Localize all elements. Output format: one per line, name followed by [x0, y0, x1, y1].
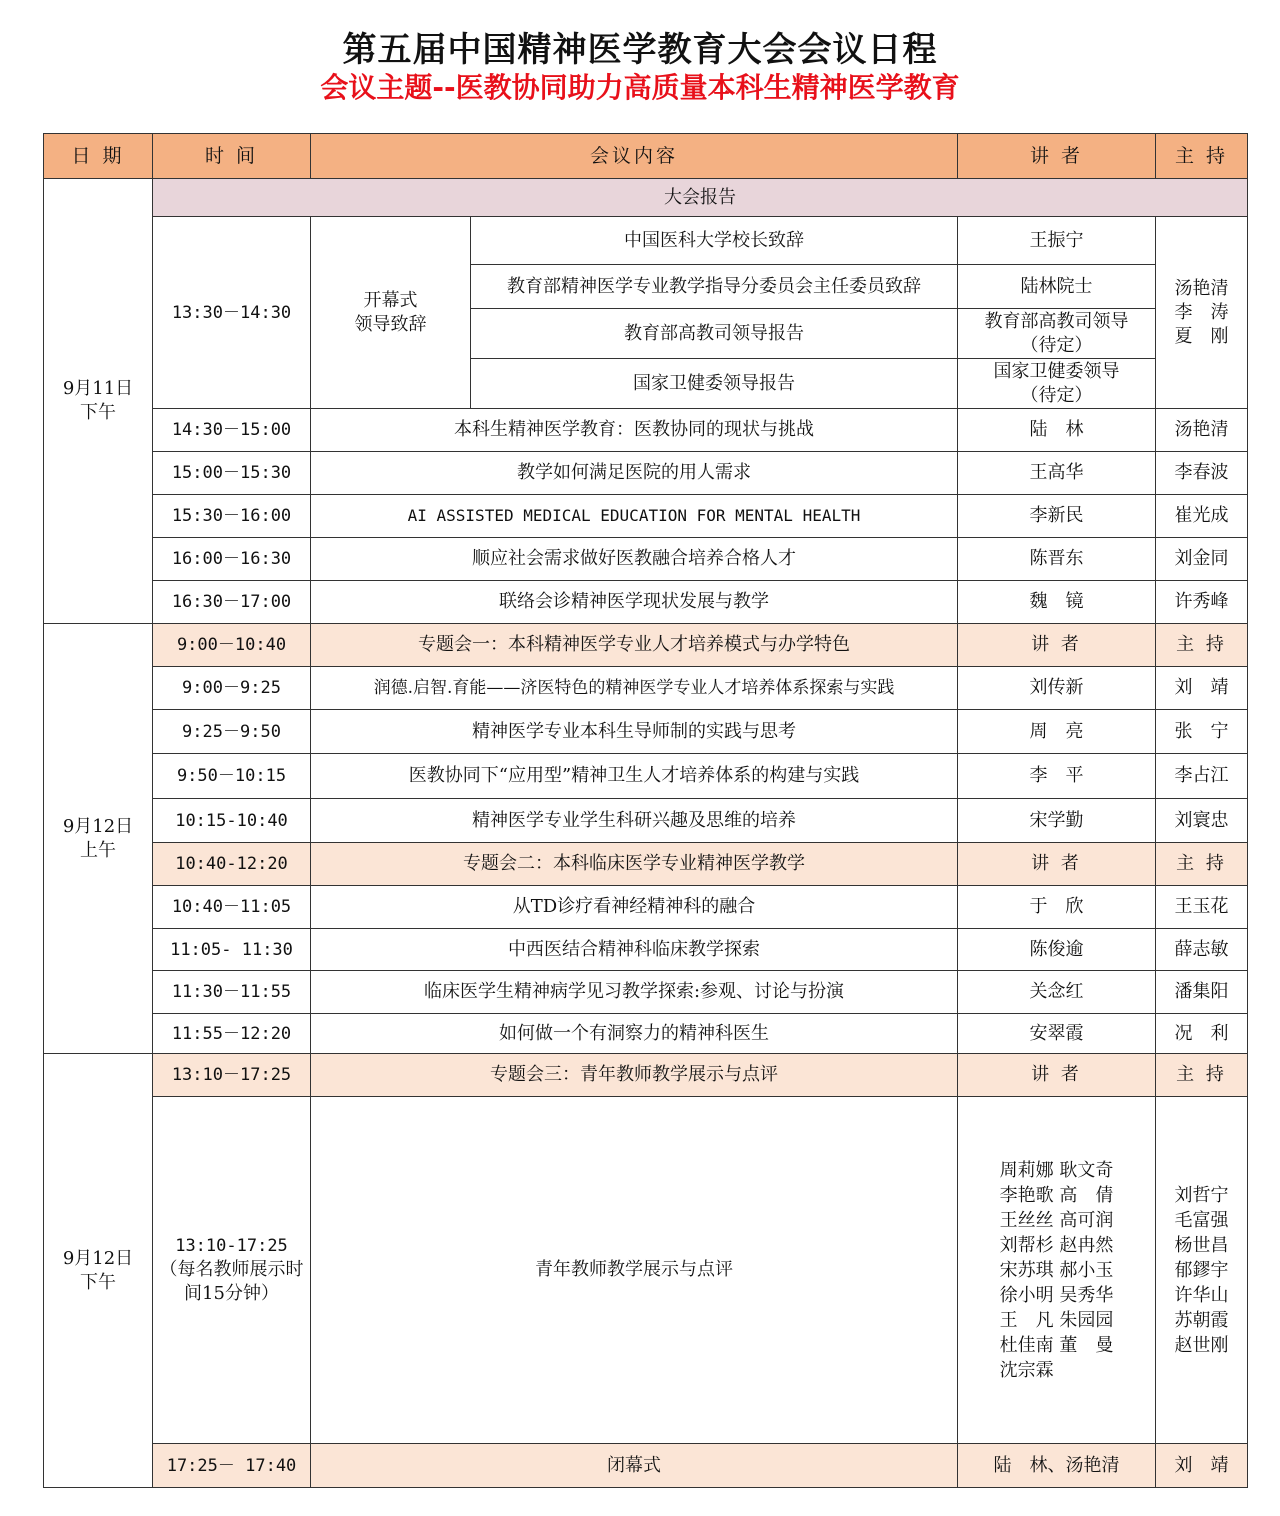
content-cell: 精神医学专业学生科研兴趣及思维的培养	[311, 799, 958, 843]
speaker-list-cell	[958, 1097, 1156, 1444]
speaker-list	[1000, 1158, 1114, 1383]
table-row	[44, 538, 1248, 581]
speaker-pair: 沈宗霖	[999, 1359, 1054, 1381]
date-cell-day2	[44, 624, 153, 1054]
host-cell: 潘集阳	[1156, 971, 1248, 1014]
band-row	[44, 179, 1248, 217]
header-host: 主 持	[1156, 134, 1248, 179]
session-host-header: 主 持	[1156, 624, 1248, 667]
time-cell: 9:00－9:25	[153, 667, 311, 710]
speaker-pair: 徐小明 吴秀华	[999, 1284, 1114, 1306]
speaker-line: （待定）	[1020, 384, 1093, 406]
host-cell: 刘寰忠	[1156, 799, 1248, 843]
host-cell: 李占江	[1156, 754, 1248, 799]
content-cell: 教育部精神医学专业教学指导分委员会主任委员致辞	[471, 265, 958, 309]
speaker-pair: 王 凡 朱园园	[999, 1309, 1114, 1331]
speaker-pair: 刘帮杉 赵冉然	[999, 1234, 1114, 1256]
time-cell: 13:10－17:25	[153, 1054, 311, 1097]
host-name: 李 涛	[1174, 301, 1229, 323]
speaker-cell: 李 平	[958, 754, 1156, 799]
host-list-cell	[1156, 1097, 1248, 1444]
host-name: 刘哲宁	[1174, 1184, 1229, 1206]
time-cell: 16:00－16:30	[153, 538, 311, 581]
time-cell: 9:00－10:40	[153, 624, 311, 667]
speaker-cell: 陆林院士	[958, 265, 1156, 309]
session-title: 专题会三：青年教师教学展示与点评	[311, 1054, 958, 1097]
content-cell: 国家卫健委领导报告	[471, 359, 958, 409]
closing-row	[44, 1444, 1248, 1488]
opening-sublabel: 领导致辞	[354, 313, 427, 335]
speaker-pair: 周莉娜 耿文奇	[999, 1159, 1114, 1181]
content-cell: 教学如何满足医院的用人需求	[311, 452, 958, 495]
time-cell: 14:30－15:00	[153, 409, 311, 452]
time-cell: 15:00－15:30	[153, 452, 311, 495]
table-row	[44, 217, 1248, 265]
content-cell: 医教协同下“应用型”精神卫生人才培养体系的构建与实践	[311, 754, 958, 799]
page-subtitle: 会议主题--医教协同助力高质量本科生精神医学教育	[320, 71, 960, 104]
table-row	[44, 754, 1248, 799]
time-cell: 10:40－11:05	[153, 886, 311, 929]
table-row	[44, 710, 1248, 754]
content-cell: 青年教师教学展示与点评	[311, 1097, 958, 1444]
speaker-cell: 李新民	[958, 495, 1156, 538]
time-cell	[153, 1097, 311, 1444]
host-cell: 刘 靖	[1156, 667, 1248, 710]
host-cell: 王玉花	[1156, 886, 1248, 929]
schedule-table	[43, 133, 1248, 1488]
header-time: 时 间	[153, 134, 311, 179]
speaker-pair: 李艳歌 高 倩	[999, 1184, 1114, 1206]
time-cell: 15:30－16:00	[153, 495, 311, 538]
host-cell: 刘 靖	[1156, 1444, 1248, 1488]
host-name: 汤艳清	[1174, 277, 1229, 299]
speaker-pair: 王丝丝 高可润	[999, 1209, 1114, 1231]
content-cell: 本科生精神医学教育：医教协同的现状与挑战	[311, 409, 958, 452]
speaker-line: （待定）	[1020, 334, 1093, 356]
host-name: 夏 刚	[1174, 325, 1229, 347]
host-name: 许华山	[1174, 1284, 1229, 1306]
period-label: 上午	[80, 839, 116, 861]
host-name: 郁鏐宇	[1174, 1259, 1229, 1281]
session-header-row	[44, 1054, 1248, 1097]
speaker-cell: 陆 林、汤艳清	[958, 1444, 1156, 1488]
content-cell: 闭幕式	[311, 1444, 958, 1488]
date-label: 9月12日	[62, 1247, 134, 1269]
opening-label: 开幕式	[363, 289, 418, 311]
period-label: 下午	[80, 1271, 116, 1293]
content-cell: 中西医结合精神科临床教学探索	[311, 929, 958, 971]
session-speaker-header: 讲 者	[958, 624, 1156, 667]
header-date: 日 期	[44, 134, 153, 179]
table-row	[44, 1014, 1248, 1054]
speaker-cell	[958, 359, 1156, 409]
session-speaker-header: 讲 者	[958, 1054, 1156, 1097]
content-cell: 润德.启智.育能——济医特色的精神医学专业人才培养体系探索与实践	[311, 667, 958, 710]
host-cell: 薛志敏	[1156, 929, 1248, 971]
speaker-pair: 宋苏琪 郝小玉	[999, 1259, 1114, 1281]
session-host-header: 主 持	[1156, 1054, 1248, 1097]
header-row	[44, 134, 1248, 179]
speaker-cell: 王高华	[958, 452, 1156, 495]
header-content: 会议内容	[311, 134, 958, 179]
table-row	[44, 581, 1248, 624]
host-name: 苏朝霞	[1174, 1309, 1229, 1331]
host-cell: 许秀峰	[1156, 581, 1248, 624]
speaker-cell: 周 亮	[958, 710, 1156, 754]
speaker-cell: 于 欣	[958, 886, 1156, 929]
session-header-row	[44, 843, 1248, 886]
speaker-cell	[958, 309, 1156, 359]
date-label: 9月12日	[62, 815, 134, 837]
time-cell: 11:30－11:55	[153, 971, 311, 1014]
plenary-band: 大会报告	[153, 179, 1248, 217]
time-cell: 9:25－9:50	[153, 710, 311, 754]
host-cell: 汤艳清	[1156, 409, 1248, 452]
time-cell: 16:30－17:00	[153, 581, 311, 624]
content-cell: 中国医科大学校长致辞	[471, 217, 958, 265]
content-cell: 如何做一个有洞察力的精神科医生	[311, 1014, 958, 1054]
host-cell: 张 宁	[1156, 710, 1248, 754]
table-row	[44, 799, 1248, 843]
host-cell: 崔光成	[1156, 495, 1248, 538]
speaker-line: 国家卫健委领导	[993, 360, 1120, 382]
content-cell: 从TD诊疗看神经精神科的融合	[311, 886, 958, 929]
table-row	[44, 495, 1248, 538]
content-cell: 教育部高教司领导报告	[471, 309, 958, 359]
time-line: （每名教师展示时	[159, 1259, 304, 1280]
period-label: 下午	[80, 402, 116, 423]
time-cell: 9:50－10:15	[153, 754, 311, 799]
speaker-cell: 宋学勤	[958, 799, 1156, 843]
time-line: 13:10-17:25	[175, 1236, 288, 1256]
host-cell-opening	[1156, 217, 1248, 409]
host-list	[1160, 1183, 1243, 1358]
session-header-row	[44, 624, 1248, 667]
session-title: 专题会二：本科临床医学专业精神医学教学	[311, 843, 958, 886]
time-cell: 13:30－14:30	[153, 217, 311, 409]
speaker-cell: 关念红	[958, 971, 1156, 1014]
time-line: 间15分钟）	[184, 1283, 279, 1304]
speaker-pair: 杜佳南 董 曼	[999, 1334, 1114, 1356]
date-cell-day3	[44, 1054, 153, 1488]
time-cell: 10:15-10:40	[153, 799, 311, 843]
content-cell: 顺应社会需求做好医教融合培养合格人才	[311, 538, 958, 581]
host-name: 毛富强	[1174, 1209, 1229, 1231]
page-title: 第五届中国精神医学教育大会会议日程	[342, 30, 938, 70]
speaker-cell: 魏 镜	[958, 581, 1156, 624]
table-row	[44, 667, 1248, 710]
table-row	[44, 409, 1248, 452]
session-speaker-header: 讲 者	[958, 843, 1156, 886]
table-row	[44, 971, 1248, 1014]
speaker-line: 教育部高教司领导	[984, 310, 1129, 332]
time-cell: 11:55－12:20	[153, 1014, 311, 1054]
header-speaker: 讲 者	[958, 134, 1156, 179]
table-row	[44, 452, 1248, 495]
host-name: 赵世刚	[1174, 1334, 1229, 1356]
speaker-cell: 刘传新	[958, 667, 1156, 710]
host-name: 杨世昌	[1174, 1234, 1229, 1256]
content-cell: 联络会诊精神医学现状发展与教学	[311, 581, 958, 624]
host-cell: 李春波	[1156, 452, 1248, 495]
speaker-cell: 王振宁	[958, 217, 1156, 265]
date-cell-day1	[44, 179, 153, 624]
speaker-cell: 安翠霞	[958, 1014, 1156, 1054]
time-cell: 10:40-12:20	[153, 843, 311, 886]
content-cell: 精神医学专业本科生导师制的实践与思考	[311, 710, 958, 754]
time-cell: 17:25－ 17:40	[153, 1444, 311, 1488]
session-title: 专题会一：本科精神医学专业人才培养模式与办学特色	[311, 624, 958, 667]
speaker-cell: 陆 林	[958, 409, 1156, 452]
table-row	[44, 1097, 1248, 1444]
host-cell: 况 利	[1156, 1014, 1248, 1054]
table-row	[44, 886, 1248, 929]
content-cell: 临床医学生精神病学见习教学探索:参观、讨论与扮演	[311, 971, 958, 1014]
host-cell: 刘金同	[1156, 538, 1248, 581]
opening-label-cell	[311, 217, 471, 409]
time-cell: 11:05- 11:30	[153, 929, 311, 971]
table-row	[44, 929, 1248, 971]
session-host-header: 主 持	[1156, 843, 1248, 886]
speaker-cell: 陈晋东	[958, 538, 1156, 581]
date-label: 9月11日	[62, 378, 134, 399]
content-cell: AI ASSISTED MEDICAL EDUCATION FOR MENTAL HEALTH	[311, 495, 958, 538]
speaker-cell: 陈俊逾	[958, 929, 1156, 971]
